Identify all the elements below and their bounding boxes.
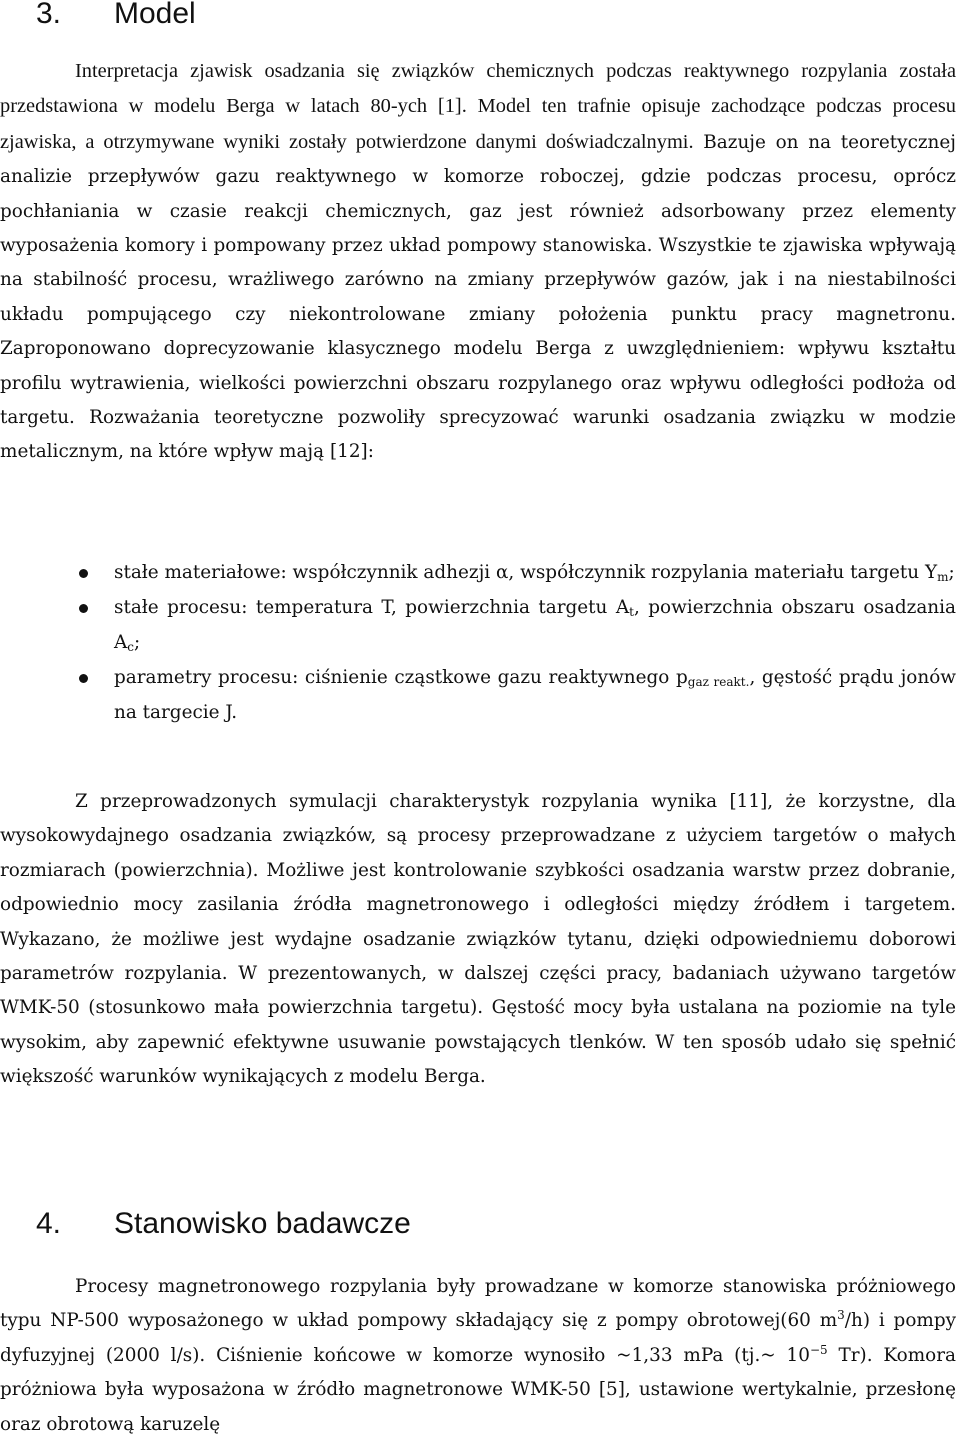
section-title: Model (114, 0, 196, 30)
conditions-list (0, 556, 956, 730)
bullet-icon (79, 604, 88, 613)
section-heading-model (36, 0, 196, 31)
stanowisko-paragraph: Procesy magnetronowego rozpylania były prowadzane w komorze stanowiska próżniowego typu NP-500 wyposażonego w układ pompowy składający się z pompy obrotowej(60 $m^3/h$) i pompy dyfuzyjnej (2000 l/s). Ciśnienie końcowe w komorze wynosiło ~1,33 mPa (tj.~ $10^{-5}$ Tr). Komora próżniowa była wyposażona w źródło magnetronowe WMK-50 [5], ustawione wertykalnie, przesłonę oraz obrotową karuzelę (0, 1276, 956, 1435)
section-title: Stanowisko badawcze (114, 1207, 411, 1240)
simulation-paragraph: Z przeprowadzonych symulacji charakterystyk rozpylania wynika [11], że korzystne, dla wysokowydajnego osadzania związków, są procesy przeprowadzane z użyciem targetów o małych rozmiarach (powierzchnia). Możliwe jest kontrolowanie szybkości osadzania warstw przez dobranie, odpowiednio mocy zasilania źródła magnetronowego i odległości między źródłem i targetem. Wykazano, że możliwe jest wydajne osadzanie związków tytanu, dzięki odpowiedniemu doborowi parametrów rozpylania. W prezentowanych, w dalszej części pracy, badaniach używano targetów WMK-50 (stosunkowo mała powierzchnia targetu). Gęstość mocy była ustalana na poziomie na tyle wysokim, aby zapewnić efektywne usuwanie powstających tlenków. W ten sposób udało się spełnić większość warunków wynikających z modelu Berga. (0, 791, 956, 1088)
bullet-icon (79, 569, 88, 578)
section-number: 3. (36, 0, 62, 30)
model-paragraph-intro: Interpretacja zjawisk osadzania się związków chemicznych podczas reaktywnego rozpylania została przedstawiona w modelu Berga w latach 80-ych [1]. Model ten trafnie opisuje zachodzące podczas procesu zjawiska, a otrzymywane wyniki zostały potwierdzone danymi doświadczalnymi. (0, 60, 956, 153)
list-item: stałe materiałowe: współczynnik adhezji α, współczynnik rozpylania materiału targetu $Y_m$; (0, 556, 956, 590)
section-heading-stanowisko (36, 1207, 411, 1241)
bullet-icon (79, 674, 88, 683)
list-item: parametry procesu: ciśnienie cząstkowe gazu reaktywnego $p_{gaz reakt.}$, gęstość prądu jonów na targecie J. (0, 661, 956, 730)
section-number: 4. (36, 1207, 62, 1240)
list-item: stałe procesu: temperatura T, powierzchnia targetu $A_t$, powierzchnia obszaru osadzania $A_c$; (0, 591, 956, 660)
model-paragraph (0, 54, 956, 470)
model-paragraph-body: Bazuje on na teoretycznej analizie przepływów gazu reaktywnego w komorze roboczej, gdzie podczas procesu, oprócz pochłaniania w czasie reakcji chemicznych, gaz jest również adsorbowany przez elementy wyposażenia komory i pompowany przez układ pompowy stanowiska. Wszystkie te zjawiska wpływają na stabilność procesu, wrażliwego zarówno na zmiany przepływów gazów, jak i na niestabilności układu pompującego czy niekontrolowane zmiany położenia punktu pracy magnetronu. Zaproponowano doprecyzowanie klasycznego modelu Berga z uwzględnieniem: wpływu kształtu profilu wytrawienia, wielkości powierzchni obszaru rozpylanego oraz wpływu odległości podłoża od targetu. Rozważania teoretyczne pozwoliły sprecyzować warunki osadzania związku w modzie metalicznym, na które wpływ mają [12]: (0, 131, 956, 463)
